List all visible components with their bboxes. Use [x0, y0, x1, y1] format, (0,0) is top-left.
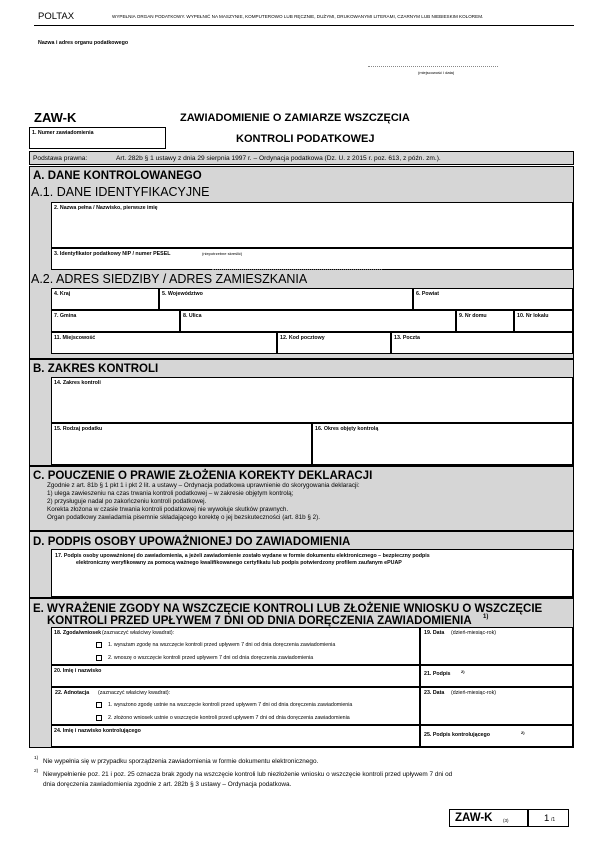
field-4-country[interactable]: 4. Kraj [51, 288, 159, 310]
field-25-inspector-signature[interactable]: 25. Podpis kontrolującego 2) [420, 725, 573, 747]
section-e-title-1: E. WYRAŻENIE ZGODY NA WSZCZĘCIE KONTROLI LUB ZŁOŻENIE WNIOSKU O WSZCZĘCIE [33, 603, 543, 615]
form-code: ZAW-K [34, 110, 77, 125]
footer-form-code: ZAW-K (3) [449, 809, 528, 827]
section-a1-title: A.1. DANE IDENTYFIKACYJNE [31, 185, 210, 199]
field-21-signature[interactable]: 21. Podpis 2) [420, 665, 573, 687]
field-22-option-1-checkbox[interactable] [96, 702, 102, 708]
section-a-title: A. DANE KONTROLOWANEGO [33, 170, 202, 182]
field-5-voivodeship[interactable]: 5. Województwo [159, 288, 413, 310]
field-20-full-name[interactable]: 20. Imię i nazwisko [51, 665, 420, 687]
section-a2-title: A.2. ADRES SIEDZIBY / ADRES ZAMIESZKANIA [31, 272, 308, 286]
section-b-title: B. ZAKRES KONTROLI [33, 363, 159, 375]
place-date-label: (miejscowość i data) [418, 70, 455, 75]
poltax-label: POLTAX [38, 11, 75, 22]
field-17-authorized-signature[interactable]: 17. Podpis osoby upoważnionej do zawiadomienia, a jeżeli zawiadomienie zostało wydane w formie dokumentu elektronicznego – bezpieczny podpis elektroniczny weryfikowany za pomocą ważnego kwalifikowanego certyfikatu lub podpis potwierdzony profilem zaufanym ePUAP [51, 549, 573, 597]
section-c-title: C. POUCZENIE O PRAWIE ZŁOŻENIA KOREKTY DEKLARACJI [33, 470, 373, 482]
section-e-title-footnote: 1) [483, 614, 489, 620]
field-19-date[interactable]: 19. Data (dzień-miesiąc-rok) [420, 627, 573, 665]
section-e-title-2: KONTROLI PRZED UPŁYWEM 7 DNI OD DNIA DORĘCZENIA ZAWIADOMIENIA [47, 615, 472, 627]
field-1-notification-number[interactable]: 1. Numer zawiadomienia [29, 127, 166, 149]
header-rule [34, 25, 574, 26]
field-7-commune[interactable]: 7. Gmina [51, 310, 180, 332]
header-instruction: WYPEŁNIA ORGAN PODATKOWY. WYPEŁNIĆ NA MASZYNIE, KOMPUTEROWO LUB RĘCZNIE, DUŻYMI, DRUKOWANYMI LITERAMI, CZARNYM LUB NIEBIESKIM KOLOREM. [112, 14, 484, 19]
field-18-option-1-checkbox[interactable] [96, 642, 102, 648]
field-22-option-2-label: 2. złożono wniosek ustnie o wszczęcie kontroli przed upływem 7 dni od dnia doręczenia zawiadomienia [108, 715, 350, 721]
field-23-date[interactable]: 23. Data (dzień-miesiąc-rok) [420, 687, 573, 725]
legal-basis [29, 151, 574, 165]
field-11-city[interactable]: 11. Miejscowość [51, 332, 277, 354]
field-10-apartment[interactable]: 10. Nr lokalu [514, 310, 573, 332]
field-3-nip-pesel[interactable]: 3. Identyfikator podatkowy NIP / numer PESEL (niepotrzebne skreślić) [51, 248, 573, 270]
field-14-scope[interactable]: 14. Zakres kontroli [51, 377, 573, 423]
field-18-option-1-label: 1. wyrażam zgodę na wszczęcie kontroli przed upływem 7 dni od dnia doręczenia zawiadomienia [108, 642, 336, 648]
field-6-district[interactable]: 6. Powiat [413, 288, 573, 310]
section-d-title: D. PODPIS OSOBY UPOWAŻNIONEJ DO ZAWIADOMIENIA [33, 536, 351, 548]
field-24-inspector-name[interactable]: 24. Imię i nazwisko kontrolującego [51, 725, 420, 747]
field-9-house-number[interactable]: 9. Nr domu [456, 310, 514, 332]
field-18-consent[interactable]: 18. Zgoda/wniosek (zaznaczyć właściwy kwadrat): 1. wyrażam zgodę na wszczęcie kontroli przed upływem 7 dni od dnia doręczenia zawiadomienia 2. wnoszę o wszczęcie kontroli przed upływem 7 dni od dnia doręczenia zawiadomienia [51, 627, 420, 665]
footnote-1-marker: 1) [34, 756, 39, 761]
section-c-line-5: Organ podatkowy zawiadamia pisemnie składającego korektę o jej bezskuteczności (art. 81b § 2). [47, 514, 321, 521]
form-title-2: KONTROLI PODATKOWEJ [236, 133, 375, 145]
field-18-option-2-label: 2. wnoszę o wszczęcie kontroli przed upływem 7 dni od dnia doręczenia zawiadomienia [108, 655, 314, 661]
field-13-post-office[interactable]: 13. Poczta [391, 332, 573, 354]
field-8-street[interactable]: 8. Ulica [180, 310, 456, 332]
nip-digit-cells [212, 263, 382, 270]
footnote-2-line-2: dnia doręczenia zawiadomienia zgodnie z art. 282b § 3 ustawy – Ordynacja podatkowa. [43, 781, 292, 788]
organ-label: Nazwa i adres organu podatkowego [38, 40, 129, 46]
legal-basis-text: Art. 282b § 1 ustawy z dnia 29 sierpnia 1997 r. – Ordynacja podatkowa (Dz. U. z 2015 r. poz. 613, z późn. zm.). [116, 155, 441, 162]
footnote-1: Nie wypełnia się w przypadku sporządzenia zawiadomienia w formie dokumentu elektronicznego. [43, 758, 319, 765]
section-c-line-1: Zgodnie z art. 81b § 1 pkt 1 i pkt 2 lit. a ustawy – Ordynacja podatkowa uprawnienie do skorygowania deklaracji: [47, 482, 360, 489]
field-22-option-2-checkbox[interactable] [96, 715, 102, 721]
footer-page-number: 1 /1 [528, 809, 569, 827]
legal-basis-label: Podstawa prawna: [33, 155, 88, 162]
field-12-postal-code[interactable]: 12. Kod pocztowy [277, 332, 391, 354]
footnote-2-line-1: Niewypełnienie poz. 21 i poz. 25 oznacza brak zgody na wszczęcie kontroli lub niezłożenie wniosku o wszczęcie kontroli przed upływem 7 dni od [43, 771, 453, 778]
field-15-tax-type[interactable]: 15. Rodzaj podatku [51, 423, 312, 465]
field-2-name[interactable]: 2. Nazwa pełna / Nazwisko, pierwsze imię [51, 202, 573, 248]
footnote-2-marker: 2) [34, 769, 39, 774]
field-18-option-2-checkbox[interactable] [96, 655, 102, 661]
field-22-option-1-label: 1. wyrażono zgodę ustnie na wszczęcie kontroli przed upływem 7 dni od dnia doręczenia zawiadomienia [108, 702, 353, 708]
section-c-line-2: 1) ulega zawieszeniu na czas trwania kontroli podatkowej – w zakresie objętym kontrolą; [47, 490, 294, 497]
field-22-annotation[interactable]: 22. Adnotacja (zaznaczyć właściwy kwadrat): 1. wyrażono zgodę ustnie na wszczęcie kontroli przed upływem 7 dni od dnia doręczenia zawiadomienia 2. złożono wniosek ustnie o wszczęcie kontroli przed upływem 7 dni od dnia doręczenia zawiadomienia [51, 687, 420, 725]
section-c-line-3: 2) przysługuje nadal po zakończeniu kontroli podatkowej. [47, 498, 207, 505]
form-title-1: ZAWIADOMIENIE O ZAMIARZE WSZCZĘCIA [180, 112, 410, 124]
section-c-line-4: Korekta złożona w czasie trwania kontroli podatkowej nie wywołuje skutków prawnych. [47, 506, 289, 513]
place-date-line [368, 66, 498, 67]
field-16-period[interactable]: 16. Okres objęty kontrolą [312, 423, 573, 465]
